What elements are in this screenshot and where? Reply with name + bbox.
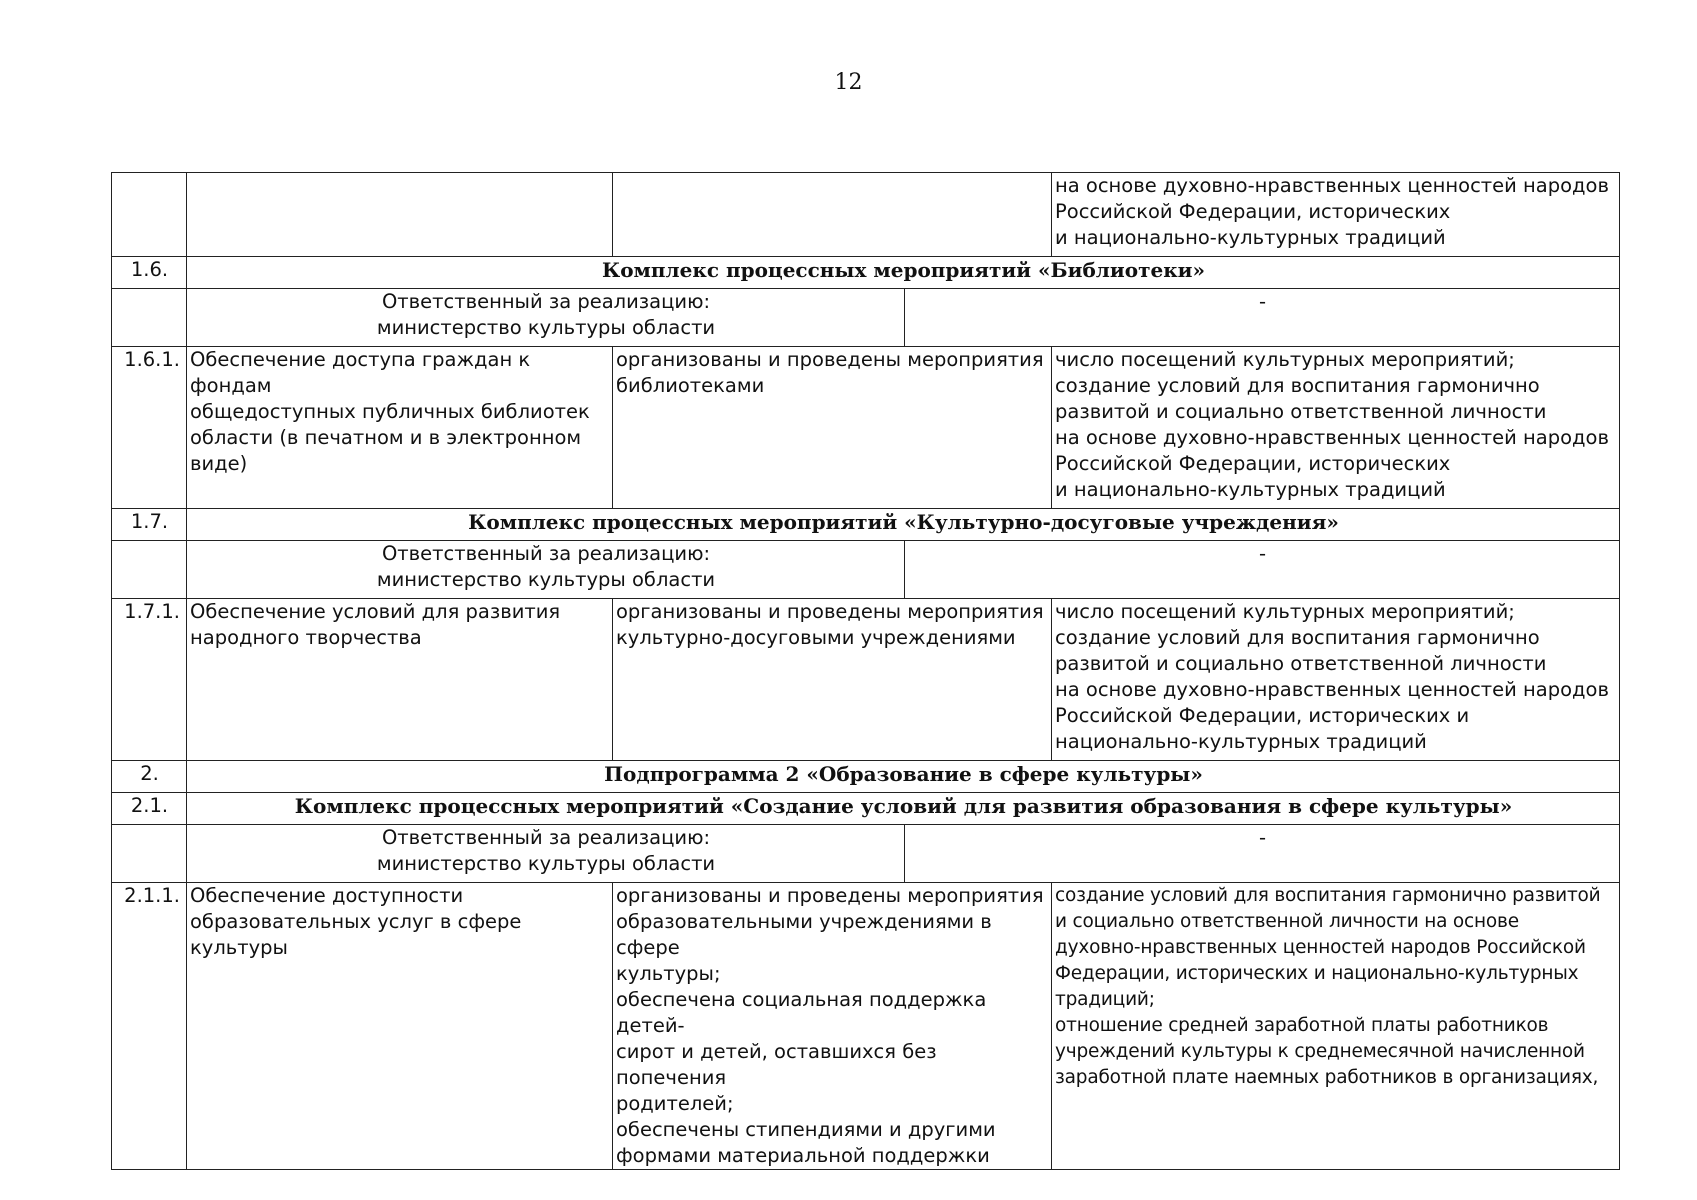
section-row-1-6 (112, 257, 1620, 289)
responsible-row (112, 289, 1620, 347)
responsible-label: Ответственный за реализацию: министерство культуры области (187, 825, 905, 883)
table-row-2-1-1 (112, 883, 1620, 1170)
section-number: 2. (112, 761, 187, 793)
number-cell (112, 825, 187, 883)
task-cell (187, 173, 613, 257)
effect-cell (613, 173, 1052, 257)
section-title: Комплекс процессных мероприятий «Создание условий для развития образования в сфере культуры» (187, 793, 1620, 825)
responsible-label: Ответственный за реализацию: министерство культуры области (187, 541, 905, 599)
section-number: 1.7. (112, 509, 187, 541)
effect-cell: организованы и проведены мероприятия культурно-досуговыми учреждениями (613, 599, 1052, 761)
responsible-value: - (905, 541, 1620, 599)
responsible-value: - (905, 825, 1620, 883)
section-title: Комплекс процессных мероприятий «Культурно-досуговые учреждения» (187, 509, 1620, 541)
row-number: 1.7.1. (112, 599, 187, 761)
table-row-1-7-1 (112, 599, 1620, 761)
page-number: 12 (834, 70, 863, 95)
activities-table (111, 172, 1620, 1170)
responsible-label: Ответственный за реализацию: министерство культуры области (187, 289, 905, 347)
task-cell: Обеспечение доступа граждан к фондам общедоступных публичных библиотек области (в печатном и в электронном виде) (187, 347, 613, 509)
section-title: Подпрограмма 2 «Образование в сфере культуры» (187, 761, 1620, 793)
effect-cell: организованы и проведены мероприятия образовательными учреждениями в сфере культуры; обеспечена социальная поддержка детей- сирот и детей, оставшихся без попечения родителей; обеспечены стипендиями и другими формами материальной поддержки (613, 883, 1052, 1170)
responsible-row (112, 541, 1620, 599)
section-row-2-1 (112, 793, 1620, 825)
responsible-value: - (905, 289, 1620, 347)
number-cell (112, 173, 187, 257)
table-row-1-6-1 (112, 347, 1620, 509)
indicator-cell: число посещений культурных мероприятий; создание условий для воспитания гармонично развитой и социально ответственной личности на основе духовно-нравственных ценностей народов Российской Федерации, исторических и национально-культурных традиций (1052, 599, 1620, 761)
section-row-2 (112, 761, 1620, 793)
effect-cell: организованы и проведены мероприятия библиотеками (613, 347, 1052, 509)
task-cell: Обеспечение условий для развития народного творчества (187, 599, 613, 761)
section-number: 2.1. (112, 793, 187, 825)
section-title: Комплекс процессных мероприятий «Библиотеки» (187, 257, 1620, 289)
indicator-cell: число посещений культурных мероприятий; создание условий для воспитания гармонично развитой и социально ответственной личности на основе духовно-нравственных ценностей народов Российской Федерации, исторических и национально-культурных традиций (1052, 347, 1620, 509)
task-cell: Обеспечение доступности образовательных услуг в сфере культуры (187, 883, 613, 1170)
row-number: 1.6.1. (112, 347, 187, 509)
section-row-1-7 (112, 509, 1620, 541)
number-cell (112, 541, 187, 599)
section-number: 1.6. (112, 257, 187, 289)
number-cell (112, 289, 187, 347)
indicator-cell: создание условий для воспитания гармонично развитой и социально ответственной личности на основе духовно-нравственных ценностей народов Российской Федерации, исторических и национально-культурных традиций; отношение средней заработной платы работников учреждений культуры к среднемесячной начисленной заработной плате наемных работников в организациях, (1052, 883, 1620, 1170)
indicator-cell: на основе духовно-нравственных ценностей народов Российской Федерации, исторических и национально-культурных традиций (1052, 173, 1620, 257)
row-number: 2.1.1. (112, 883, 187, 1170)
responsible-row (112, 825, 1620, 883)
table-row (112, 173, 1620, 257)
